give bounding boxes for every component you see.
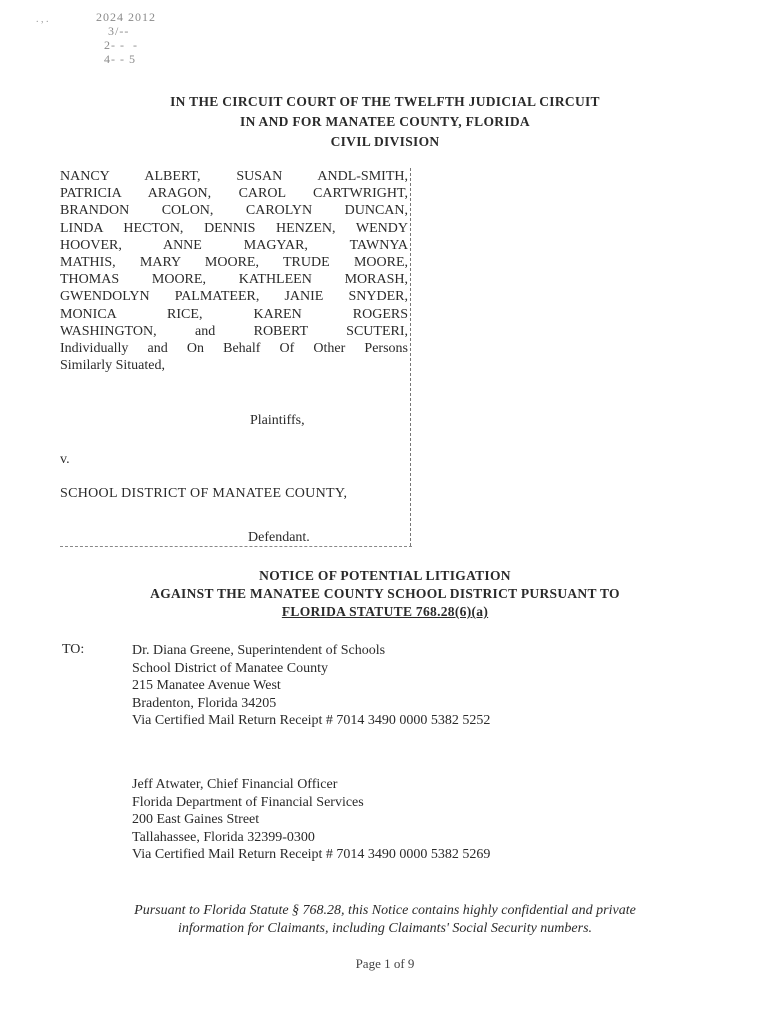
plaintiff-line: THOMAS MOORE, KATHLEEN MORASH,: [60, 272, 408, 288]
recipient-address-1: [132, 642, 490, 730]
to-label: TO:: [62, 642, 85, 657]
plaintiff-line: LINDA HECTON, DENNIS HENZEN, WENDY: [60, 220, 408, 236]
court-line-3: CIVIL DIVISION: [330, 134, 440, 149]
caption-divider: [60, 546, 412, 547]
plaintiff-list: [60, 168, 408, 374]
received-stamp: 2024 2012 3/-- 2- - - 4- - 5: [96, 10, 156, 66]
notice-title-line-2: AGAINST THE MANATEE COUNTY SCHOOL DISTRICT PURSUANT TO: [150, 586, 620, 601]
address-line: 215 Manatee Avenue West: [132, 678, 281, 693]
plaintiffs-label: Plaintiffs,: [250, 413, 305, 428]
caption-bracket: [410, 168, 411, 546]
scan-speckle: . , .: [36, 14, 49, 25]
defendant-name: SCHOOL DISTRICT OF MANATEE COUNTY,: [60, 486, 348, 501]
address-line: 200 East Gaines Street: [132, 812, 260, 827]
address-line: Via Certified Mail Return Receipt # 7014 3490 0000 5382 5269: [132, 847, 491, 862]
plaintiff-line: WASHINGTON, and ROBERT SCUTERI,: [60, 323, 408, 339]
notice-title: [0, 567, 770, 621]
plaintiff-line: GWENDOLYN PALMATEER, JANIE SNYDER,: [60, 289, 408, 305]
address-line: Via Certified Mail Return Receipt # 7014 3490 0000 5382 5252: [132, 713, 491, 728]
address-line: Florida Department of Financial Services: [132, 794, 364, 810]
plaintiff-line: PATRICIA ARAGON, CAROL CARTWRIGHT,: [60, 186, 408, 202]
court-line-2: IN AND FOR MANATEE COUNTY, FLORIDA: [240, 114, 530, 129]
plaintiff-line: Individually and On Behalf Of Other Persons: [60, 341, 408, 357]
address-line: Dr. Diana Greene, Superintendent of Schools: [132, 643, 386, 658]
court-line-1: IN THE CIRCUIT COURT OF THE TWELFTH JUDICIAL CIRCUIT: [170, 94, 600, 109]
recipient-address-2: [132, 776, 490, 864]
address-line: Bradenton, Florida 34205: [132, 695, 277, 711]
address-line: Tallahassee, Florida 32399-0300: [132, 829, 315, 845]
address-line: Jeff Atwater, Chief Financial Officer: [132, 777, 338, 792]
plaintiff-line: BRANDON COLON, CAROLYN DUNCAN,: [60, 203, 408, 219]
address-line: School District of Manatee County: [132, 660, 328, 676]
page-number: Page 1 of 9: [355, 956, 415, 971]
notice-statute-reference: FLORIDA STATUTE 768.28(6)(a): [281, 604, 489, 619]
plaintiff-line: MONICA RICE, KAREN ROGERS: [60, 306, 408, 322]
plaintiff-line: Similarly Situated,: [60, 358, 165, 374]
plaintiff-line: MATHIS, MARY MOORE, TRUDE MOORE,: [60, 255, 408, 271]
versus-label: v.: [60, 452, 70, 467]
confidentiality-line-1: Pursuant to Florida Statute § 768.28, this Notice contains highly confidential and private: [134, 903, 636, 918]
confidentiality-line-2: information for Claimants, including Claimants' Social Security numbers.: [177, 921, 593, 936]
plaintiff-line: HOOVER, ANNE MAGYAR, TAWNYA: [60, 237, 408, 253]
confidentiality-notice: [0, 902, 770, 938]
plaintiff-line: NANCY ALBERT, SUSAN ANDL-SMITH,: [60, 169, 408, 184]
defendant-label: Defendant.: [248, 530, 310, 545]
court-header: [0, 92, 770, 152]
notice-title-line-1: NOTICE OF POTENTIAL LITIGATION: [259, 568, 511, 583]
